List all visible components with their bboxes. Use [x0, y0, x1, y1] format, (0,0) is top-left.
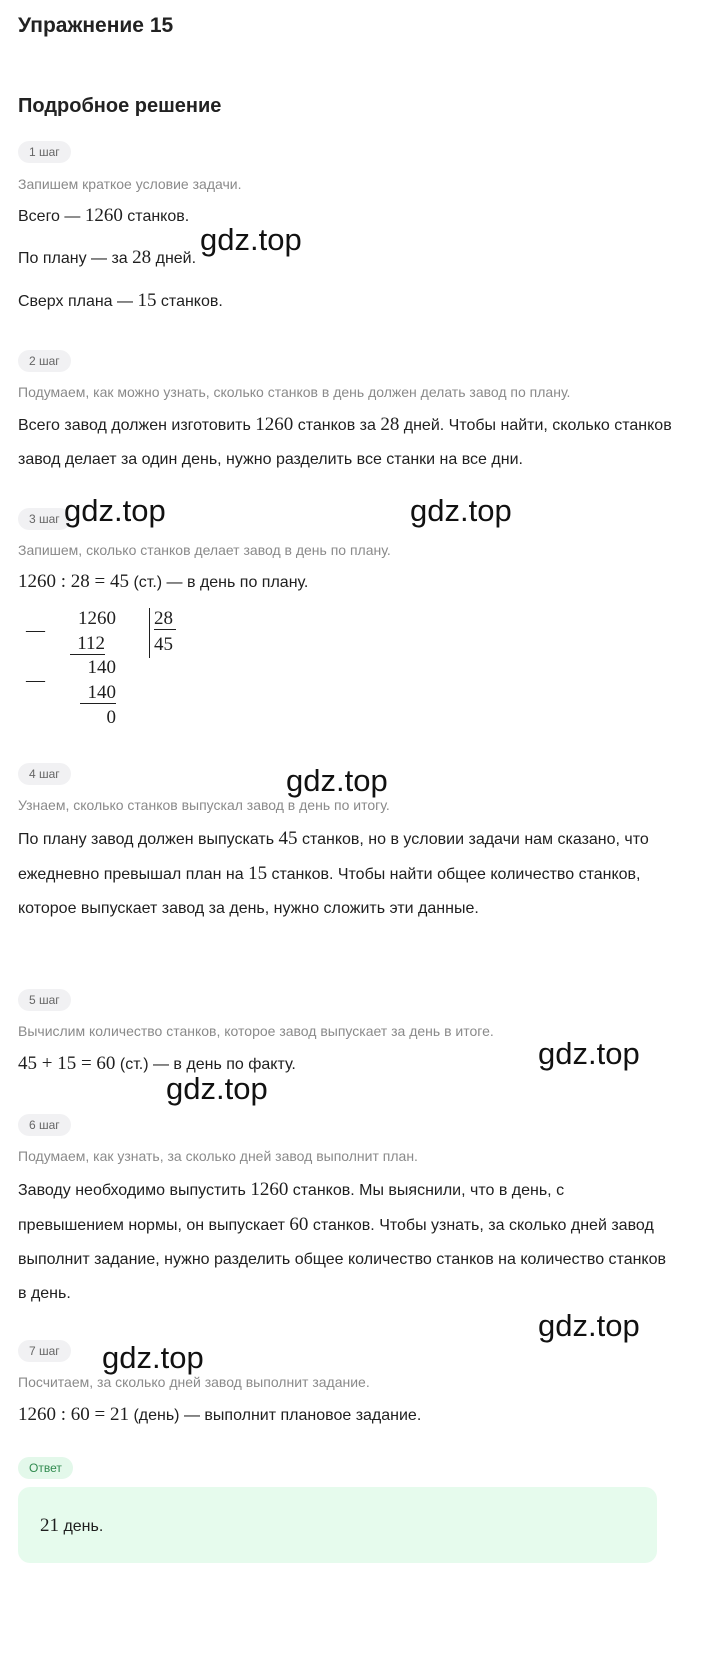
watermark: gdz.top: [286, 763, 388, 798]
watermark: gdz.top: [102, 1340, 204, 1375]
step-badge-7: 7 шаг: [18, 1340, 71, 1362]
section-title: Подробное решение: [18, 95, 222, 117]
step-badge-3: 3 шаг: [18, 508, 71, 530]
condition-extra: Сверх плана — 15 станков.: [18, 290, 223, 311]
step-badge-6: 6 шаг: [18, 1114, 71, 1136]
watermark: gdz.top: [538, 1308, 640, 1343]
division-minus-2: —: [26, 670, 45, 691]
step-hint-7: Посчитаем, за сколько дней завод выполнит задание.: [18, 1374, 370, 1390]
step-badge-5: 5 шаг: [18, 989, 71, 1011]
division-subtrahend-1: 112: [70, 633, 105, 655]
step-hint-6: Подумаем, как узнать, за сколько дней завод выполнит план.: [18, 1148, 418, 1164]
step-hint-3: Запишем, сколько станков делает завод в день по плану.: [18, 542, 391, 558]
step-text-6: Заводу необходимо выпустить 1260 станков. Мы выяснили, что в день, с превышением нормы, он выпускает 60 станков. Чтобы узнать, за сколько дней завод выполнит задание, нужно разделить общее количество станков на количество станков в день.: [18, 1179, 666, 1302]
answer-text: 21 день.: [40, 1515, 104, 1536]
step-equation-3: 1260 : 28 = 45 (ст.) — в день по плану.: [18, 571, 309, 592]
step-hint-5: Вычислим количество станков, которое завод выпускает за день в итоге.: [18, 1023, 494, 1039]
step-badge-2: 2 шаг: [18, 350, 71, 372]
watermark: gdz.top: [166, 1071, 268, 1106]
watermark: gdz.top: [410, 493, 512, 528]
step-text-4: По плану завод должен выпускать 45 станков, но в условии задачи нам сказано, что ежедневно превышал план на 15 станков. Чтобы найти общее количество станков, которое выпускает завод за день, нужно сложить эти данные.: [18, 828, 649, 917]
step-equation-7: 1260 : 60 = 21 (день) — выполнит плановое задание.: [18, 1404, 422, 1425]
condition-plan: По плану — за 28 дней.: [18, 247, 197, 268]
division-remainder-2: 0: [106, 707, 116, 728]
division-subtrahend-2: 140: [80, 682, 116, 704]
watermark: gdz.top: [200, 222, 302, 257]
step-badge-4: 4 шаг: [18, 763, 71, 785]
page-title: Упражнение 15: [18, 14, 174, 37]
step-equation-5: 45 + 15 = 60 (ст.) — в день по факту.: [18, 1053, 296, 1074]
answer-box: [18, 1487, 657, 1563]
step-hint-2: Подумаем, как можно узнать, сколько станков в день должен делать завод по плану.: [18, 384, 571, 400]
answer-badge: Ответ: [18, 1457, 73, 1479]
step-text-2: Всего завод должен изготовить 1260 станков за 28 дней. Чтобы найти, сколько станков завод делает за один день, нужно разделить все станки на все дни.: [18, 414, 672, 468]
division-remainder-1: 140: [87, 657, 116, 678]
condition-total: Всего — 1260 станков.: [18, 205, 190, 226]
division-divisor: 28: [154, 608, 176, 630]
step-hint-1: Запишем краткое условие задачи.: [18, 176, 242, 192]
step-badge-1: 1 шаг: [18, 141, 71, 163]
division-minus-1: —: [26, 620, 45, 641]
division-quotient: 45: [154, 634, 173, 655]
step-hint-4: Узнаем, сколько станков выпускал завод в день по итогу.: [18, 797, 390, 813]
watermark: gdz.top: [64, 493, 166, 528]
division-bracket: [149, 608, 150, 658]
division-dividend: 1260: [78, 608, 116, 629]
watermark: gdz.top: [538, 1036, 640, 1071]
